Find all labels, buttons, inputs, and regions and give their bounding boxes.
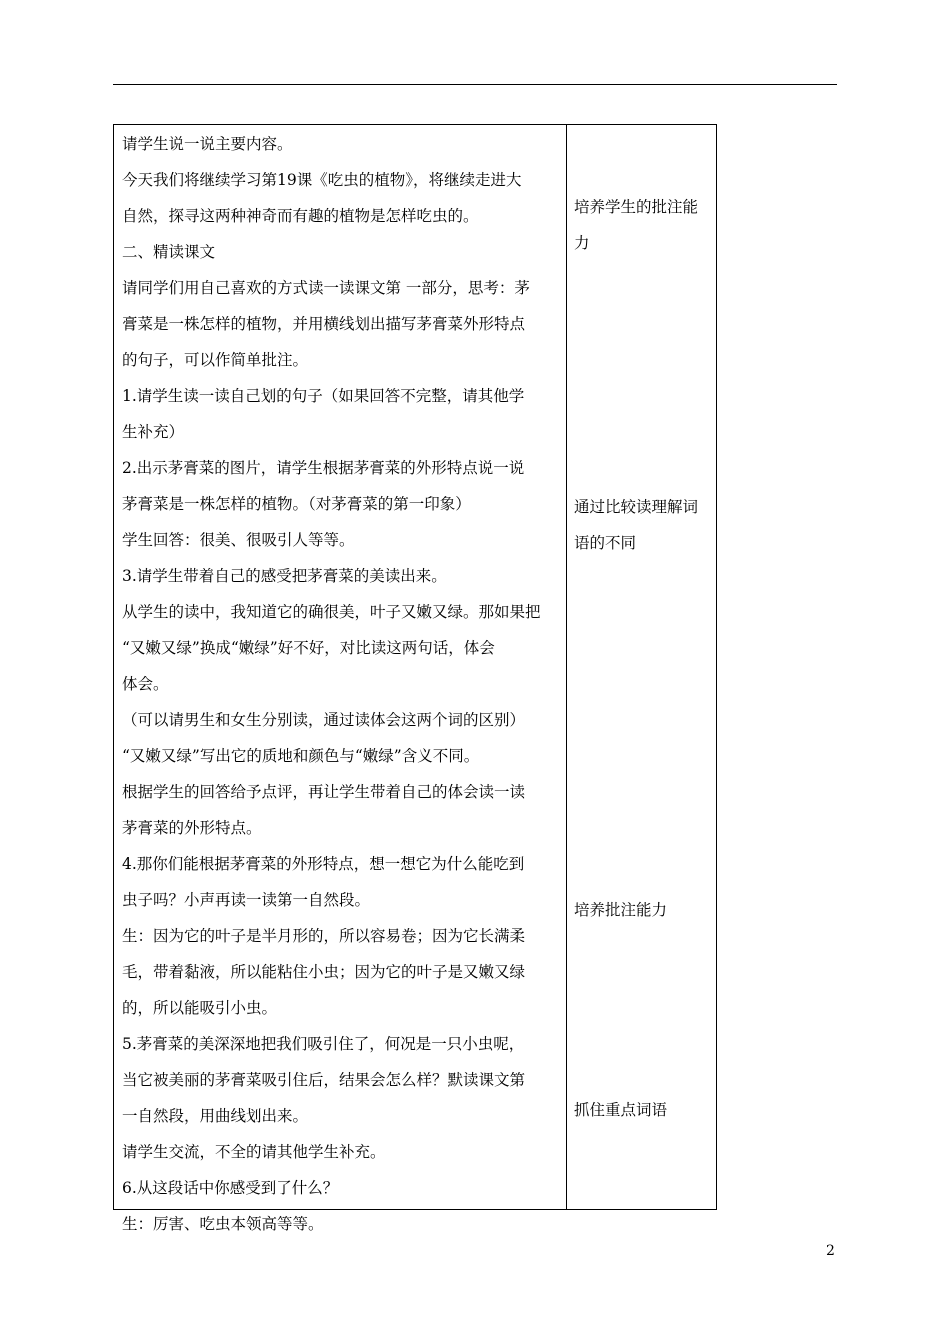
main-line: 虫子吗？小声再读一读第一自然段。 [122, 891, 371, 909]
section-heading: 二、精读课文 [122, 243, 216, 261]
main-line: 生：厉害、吃虫本领高等等。 [122, 1215, 324, 1233]
side-note: 培养学生的批注能 [574, 198, 699, 216]
main-line: 根据学生的回答给予点评，再让学生带着自己的体会读一读 [122, 783, 526, 801]
side-note: 培养批注能力 [574, 901, 668, 919]
main-line: 一自然段，用曲线划出来。 [122, 1107, 309, 1125]
main-line: 茅膏菜的外形特点。 [122, 819, 262, 837]
main-line: 1.请学生读一读自己划的句子（如果回答不完整，请其他学 [122, 387, 525, 405]
main-line: 请同学们用自己喜欢的方式读一读课文第 一部分，思考：茅 [122, 279, 530, 297]
main-line: 请学生交流，不全的请其他学生补充。 [122, 1143, 386, 1161]
main-line: 茅膏菜是一株怎样的植物。（对茅膏菜的第一印象） [122, 495, 471, 513]
main-line: “又嫩又绿”换成“嫩绿”好不好，对比读这两句话，体会 [122, 639, 495, 657]
lesson-plan-table [113, 124, 717, 1233]
side-note: 力 [574, 234, 590, 252]
teaching-process-column [122, 125, 558, 1242]
main-line: 的，所以能吸引小虫。 [122, 999, 278, 1017]
column-divider [566, 125, 567, 1209]
side-note: 抓住重点词语 [574, 1101, 668, 1119]
main-line: 生：因为它的叶子是半月形的，所以容易卷；因为它长满柔 [122, 927, 526, 945]
side-note: 语的不同 [574, 534, 637, 552]
page-number: 2 [826, 1243, 835, 1259]
main-line: 从学生的读中，我知道它的确很美，叶子又嫩又绿。那如果把 [122, 603, 541, 621]
main-line: 2.出示茅膏菜的图片，请学生根据茅膏菜的外形特点说一说 [122, 459, 525, 477]
main-line: 今天我们将继续学习第19课《吃虫的植物》，将继续走进大 [122, 171, 522, 189]
main-line: 膏菜是一株怎样的植物，并用横线划出描写茅膏菜外形特点 [122, 315, 526, 333]
header-rule [113, 84, 837, 85]
main-line: 6.从这段话中你感受到了什么？ [122, 1179, 339, 1197]
main-line: 4.那你们能根据茅膏菜的外形特点，想一想它为什么能吃到 [122, 855, 525, 873]
main-line: 毛，带着黏液，所以能粘住小虫；因为它的叶子是又嫩又绿 [122, 963, 526, 981]
main-line: 当它被美丽的茅膏菜吸引住后，结果会怎么样？默读课文第 [122, 1071, 526, 1089]
main-line: 学生回答：很美、很吸引人等等。 [122, 531, 355, 549]
main-line: 5.茅膏菜的美深深地把我们吸引住了，何况是一只小虫呢， [122, 1035, 525, 1053]
main-line: “又嫩又绿”写出它的质地和颜色与“嫩绿”含义不同。 [122, 747, 480, 765]
main-line: 生补充） [122, 423, 185, 441]
main-line: （可以请男生和女生分别读，通过读体会这两个词的区别） [122, 711, 526, 729]
main-line: 的句子，可以作简单批注。 [122, 351, 309, 369]
side-note: 通过比较读理解词 [574, 498, 699, 516]
main-line: 请学生说一说主要内容。 [122, 135, 293, 153]
main-line: 自然，探寻这两种神奇而有趣的植物是怎样吃虫的。 [122, 207, 479, 225]
main-line: 3.请学生带着自己的感受把茅膏菜的美读出来。 [122, 567, 447, 585]
main-line: 体会。 [122, 675, 169, 693]
